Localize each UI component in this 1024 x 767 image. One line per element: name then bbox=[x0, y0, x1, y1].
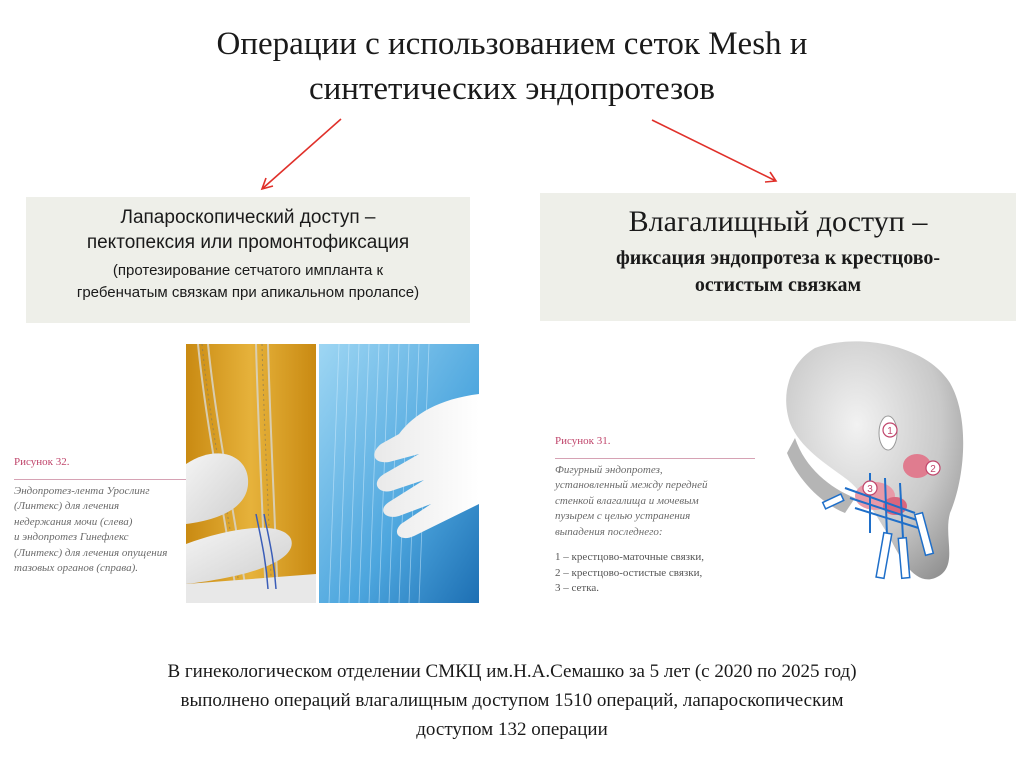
figure-32-caption-line: Эндопротез-лента Урослинг bbox=[14, 484, 150, 497]
laparoscopic-access-box bbox=[26, 197, 470, 323]
figure-32-caption-line: (Линтекс) для лечения bbox=[14, 500, 120, 512]
arrows bbox=[0, 0, 1024, 200]
figure-31-legend-line: 2 – крестцово-остистые связки, bbox=[555, 566, 703, 579]
marker-1 bbox=[883, 423, 897, 437]
uroslyng-tape-photo bbox=[186, 344, 316, 603]
pelvis-illustration bbox=[775, 338, 975, 598]
laparoscopic-sub-line-2: гребенчатым связкам при апикальном пролапсе) bbox=[76, 284, 420, 301]
svg-text:2: 2 bbox=[930, 464, 936, 475]
laparoscopic-heading-line-2: пектопексия или промонтофиксация bbox=[86, 232, 410, 253]
figure-31-caption-line: установленный между передней bbox=[555, 479, 708, 491]
figure-32-caption-line: недержания мочи (слева) bbox=[14, 515, 133, 528]
statistics-line-3: доступом 132 операции bbox=[416, 719, 608, 740]
statistics-text bbox=[60, 657, 964, 744]
figure-32-label: Рисунок 32. bbox=[14, 456, 70, 468]
arrow-left bbox=[262, 119, 341, 189]
figure-31-caption-line: Фигурный эндопротез, bbox=[555, 463, 663, 476]
arrow-right bbox=[652, 120, 776, 182]
laparoscopic-sub-line-1: (протезирование сетчатого импланта к bbox=[112, 262, 384, 279]
figure-31-divider bbox=[555, 458, 755, 459]
figure-32-divider bbox=[14, 479, 186, 480]
figure-31-caption-line: выпадения последнего: bbox=[555, 525, 663, 538]
figure-32-caption-line: тазовых органов (справа). bbox=[14, 562, 139, 574]
svg-text:1: 1 bbox=[887, 426, 893, 437]
title-line-2: синтетических эндопротезов bbox=[308, 71, 715, 107]
figure-32-caption-line: (Линтекс) для лечения опущения bbox=[14, 546, 168, 559]
marker-3 bbox=[863, 481, 877, 495]
title-line-1: Операции с использованием сеток Mesh и bbox=[216, 26, 808, 62]
laparoscopic-heading-line-1: Лапароскопический доступ – bbox=[120, 207, 376, 228]
figure-32-caption-line: и эндопротез Гинефлекс bbox=[14, 531, 129, 543]
vaginal-sub-line-1: фиксация эндопротеза к крестцово- bbox=[615, 247, 941, 269]
figure-32-caption bbox=[14, 455, 186, 577]
vaginal-heading: Влагалищный доступ – bbox=[628, 205, 928, 238]
figure-31-caption-line: пузырем с целью устранения bbox=[555, 510, 691, 522]
laparoscopic-heading bbox=[26, 205, 470, 255]
figure-31-caption bbox=[555, 434, 755, 597]
statistics-line-2: выполнено операций влагалищным доступом 1510 операций, лапароскопическим bbox=[180, 690, 844, 711]
figure-31-caption-line: стенкой влагалища и мочевым bbox=[555, 494, 699, 507]
vaginal-subtext bbox=[540, 245, 1016, 299]
figure-32-text bbox=[14, 484, 186, 577]
figure-31-text bbox=[555, 463, 755, 541]
figure-31-legend-line: 1 – крестцово-маточные связки, bbox=[555, 551, 704, 563]
figure-31-legend-line: 3 – сетка. bbox=[555, 582, 600, 594]
gyneflex-mesh-photo bbox=[319, 344, 479, 603]
figure-31-legend bbox=[555, 550, 755, 597]
statistics-line-1: В гинекологическом отделении СМКЦ им.Н.А.Семашко за 5 лет (с 2020 по 2025 год) bbox=[167, 661, 857, 682]
svg-text:3: 3 bbox=[867, 484, 873, 495]
marker-2 bbox=[926, 461, 940, 475]
vaginal-access-box bbox=[540, 193, 1016, 321]
laparoscopic-subtext bbox=[26, 260, 470, 304]
figure-31-label: Рисунок 31. bbox=[555, 435, 611, 447]
vaginal-sub-line-2: остистым связкам bbox=[694, 274, 862, 296]
